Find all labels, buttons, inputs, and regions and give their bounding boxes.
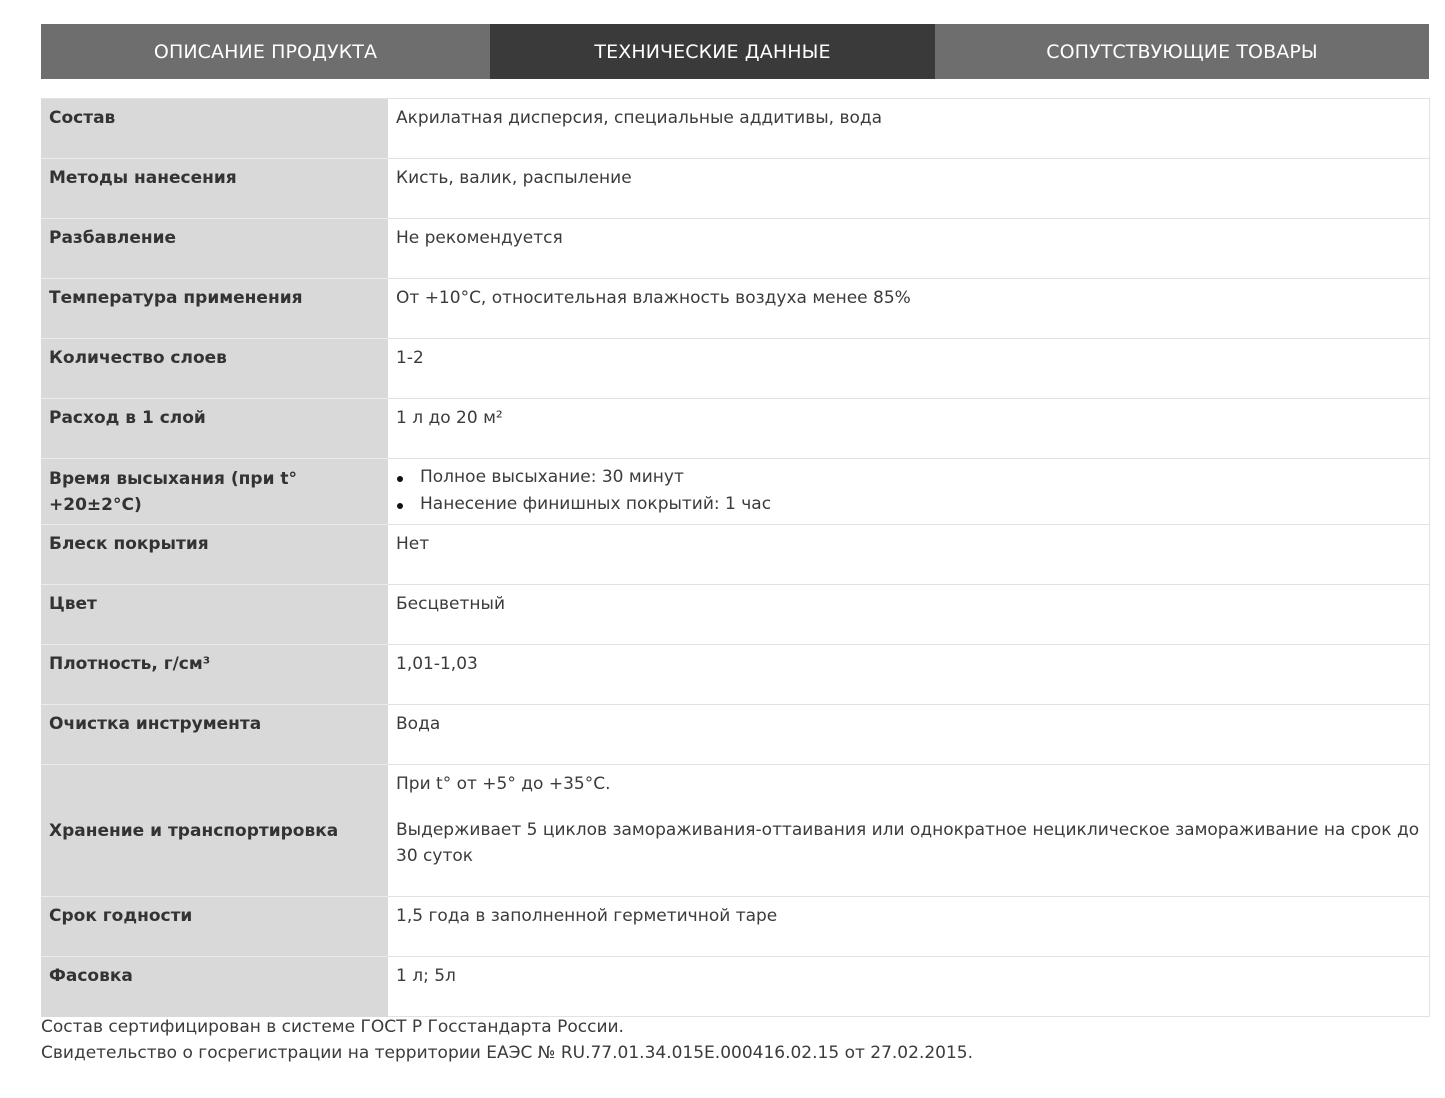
spec-value [388,459,1429,525]
storage-paragraph: Выдерживает 5 циклов замораживания-оттаивания или однократное нециклическое замораживание на срок до 30 суток [396,820,1420,866]
tab-product-description[interactable]: ОПИСАНИЕ ПРОДУКТА [41,24,490,79]
spec-row-application-methods [41,159,1429,219]
spec-label: Температура применения [41,279,388,339]
spec-value: Вода [388,705,1429,765]
spec-value: Нет [388,525,1429,585]
spec-row-layer-count [41,339,1429,399]
certification-line: Состав сертифицирован в системе ГОСТ Р Госстандарта России. [41,1017,624,1037]
spec-label: Состав [41,99,388,159]
spec-label: Количество слоев [41,339,388,399]
spec-row-packaging [41,957,1429,1017]
spec-row-consumption [41,399,1429,459]
spec-row-composition [41,99,1429,159]
spec-value: 1,01-1,03 [388,645,1429,705]
spec-label: Разбавление [41,219,388,279]
spec-value [388,765,1429,897]
storage-paragraph: При t° от +5° до +35°С. [396,774,611,794]
spec-value: Бесцветный [388,585,1429,645]
certification-note [41,1014,1429,1066]
spec-label: Очистка инструмента [41,705,388,765]
spec-label: Срок годности [41,897,388,957]
spec-value: 1,5 года в заполненной герметичной таре [388,897,1429,957]
spec-row-drying-time [41,459,1429,525]
spec-row-gloss [41,525,1429,585]
spec-label: Плотность, г/см³ [41,645,388,705]
list-item: Нанесение финишных покрытий: 1 час [396,491,1421,518]
list-item: Полное высыхание: 30 минут [396,464,1421,491]
tab-technical-data[interactable]: ТЕХНИЧЕСКИЕ ДАННЫЕ [490,24,935,79]
spec-row-storage-transport [41,765,1429,897]
tab-bar [41,24,1429,79]
spec-label: Цвет [41,585,388,645]
spec-row-dilution [41,219,1429,279]
drying-time-list [396,464,1421,518]
spec-row-color [41,585,1429,645]
spec-label: Методы нанесения [41,159,388,219]
spec-value: Не рекомендуется [388,219,1429,279]
spec-value: От +10°С, относительная влажность воздуха менее 85% [388,279,1429,339]
tab-related-products[interactable]: СОПУТСТВУЮЩИЕ ТОВАРЫ [935,24,1429,79]
spec-value: 1 л; 5л [388,957,1429,1017]
spec-value: Кисть, валик, распыление [388,159,1429,219]
spec-label: Расход в 1 слой [41,399,388,459]
spec-value: 1-2 [388,339,1429,399]
registration-line: Свидетельство о госрегистрации на территории ЕАЭС № RU.77.01.34.015Е.000416.02.15 от 27.02.2015. [41,1043,974,1063]
spec-label: Хранение и транспортировка [41,765,388,897]
spec-label: Фасовка [41,957,388,1017]
spec-value: 1 л до 20 м² [388,399,1429,459]
spec-label: Блеск покрытия [41,525,388,585]
spec-row-application-temperature [41,279,1429,339]
spec-label: Время высыхания (при t° +20±2°С) [41,459,388,525]
spec-row-shelf-life [41,897,1429,957]
specs-table [41,98,1430,1017]
spec-row-tool-cleaning [41,705,1429,765]
spec-row-density [41,645,1429,705]
spec-value: Акрилатная дисперсия, специальные аддитивы, вода [388,99,1429,159]
